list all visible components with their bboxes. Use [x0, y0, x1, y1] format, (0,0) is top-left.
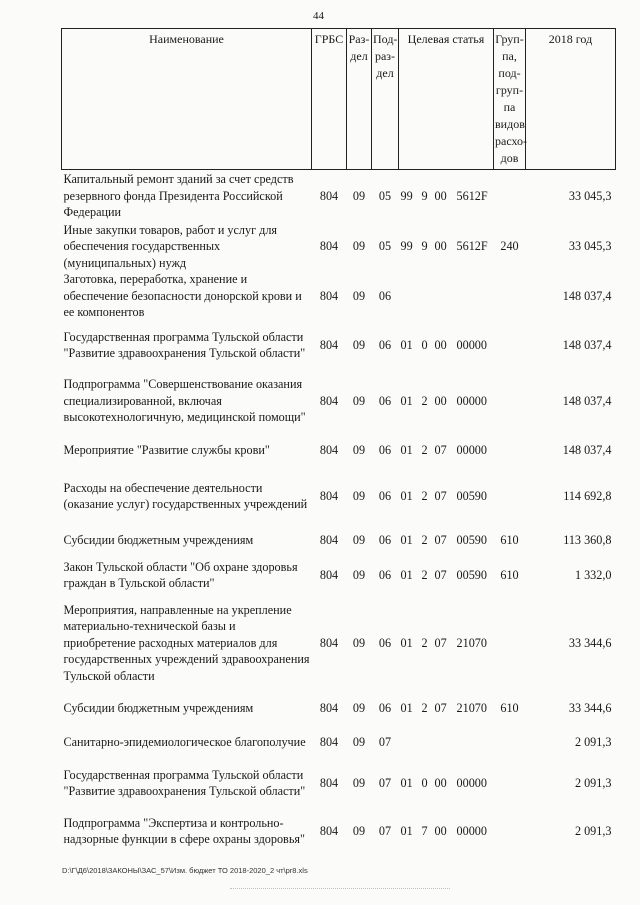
row-target-article [399, 555, 494, 595]
target-article-part: 00590 [456, 488, 487, 503]
row-amount-2018: 114 692,8 [563, 488, 612, 503]
target-article-code [399, 532, 494, 549]
target-article-code [399, 488, 494, 505]
target-article-part: 01 [400, 700, 413, 715]
target-article-part: 00 [434, 188, 447, 203]
row-name: Заготовка, переработка, хранение и обеспечение безопасности донорской крови и ее компонентов [63, 272, 302, 320]
header-razdel [347, 29, 372, 170]
row-grbs: 804 [319, 488, 339, 503]
row-target-article [399, 467, 494, 525]
page-number: 44 [313, 10, 324, 22]
row-name: Закон Тульской области "Об охране здоровья граждан в Тульской области" [63, 559, 298, 590]
target-article-part: 5612F [456, 239, 488, 253]
row-podrazdel: 05 [378, 188, 392, 203]
row-expense-type [494, 369, 526, 433]
target-article-part: 00 [434, 393, 447, 408]
target-article-part: 0 [421, 337, 428, 352]
row-name: Капитальный ремонт зданий за счет средств резервного фонда Президента Российской Федерации [63, 172, 294, 219]
target-article-part: 01 [400, 488, 413, 503]
table-row [62, 467, 616, 525]
target-article-part: 21070 [456, 635, 487, 650]
target-article-part: 00590 [456, 567, 487, 582]
row-grbs: 804 [319, 239, 339, 253]
row-expense-type [494, 725, 526, 759]
row-razdel: 09 [352, 488, 366, 503]
header-vr-line: Груп- [495, 32, 524, 46]
row-amount-2018: 1 332,0 [574, 567, 612, 582]
row-expense-type [494, 271, 526, 321]
target-article-code [399, 823, 494, 840]
row-amount-2018: 148 037,4 [562, 393, 612, 408]
header-podrazdel-line: раз- [374, 49, 396, 63]
table-row [62, 433, 616, 467]
row-podrazdel: 06 [378, 567, 392, 582]
row-expense-type [494, 807, 526, 855]
row-grbs: 804 [319, 188, 339, 203]
row-target-article [399, 271, 494, 321]
target-article-part: 00 [434, 337, 447, 352]
row-target-article [399, 222, 494, 272]
row-amount-2018: 33 045,3 [568, 188, 612, 203]
header-year: 2018 год [526, 29, 616, 170]
row-razdel: 09 [352, 532, 366, 547]
target-article-part: 01 [400, 823, 413, 838]
target-article-part: 7 [421, 823, 428, 838]
row-razdel: 09 [352, 700, 366, 715]
target-article-part: 07 [434, 700, 447, 715]
row-razdel: 09 [352, 239, 366, 253]
row-name: Субсидии бюджетным учреждениям [63, 700, 254, 715]
bleed-through-line [230, 888, 450, 892]
row-podrazdel: 06 [378, 488, 392, 503]
row-grbs: 804 [319, 635, 339, 650]
row-razdel: 09 [352, 775, 366, 790]
target-article-part: 07 [434, 567, 447, 582]
header-cs: Целевая статья [399, 29, 494, 170]
row-podrazdel: 06 [378, 393, 392, 408]
header-razdel-line: Раз- [348, 32, 370, 46]
row-podrazdel: 07 [378, 734, 392, 749]
row-name: Мероприятие "Развитие службы крови" [63, 442, 270, 457]
row-target-article [399, 691, 494, 725]
table-body [62, 170, 616, 856]
target-article-code [399, 442, 494, 459]
row-podrazdel: 06 [378, 635, 392, 650]
row-grbs: 804 [319, 734, 339, 749]
target-article-part: 2 [421, 567, 428, 582]
header-vr-line: дов [500, 151, 519, 165]
target-article-code [399, 337, 494, 354]
row-target-article [399, 725, 494, 759]
row-expense-type [494, 170, 526, 222]
table-row [62, 170, 616, 222]
row-amount-2018: 113 360,8 [563, 532, 612, 547]
target-article-part: 99 [400, 188, 413, 203]
row-expense-type: 610 [500, 700, 519, 715]
row-amount-2018: 33 344,6 [568, 700, 612, 715]
target-article-code [399, 393, 494, 410]
row-razdel: 09 [352, 567, 366, 582]
table-row [62, 691, 616, 725]
row-amount-2018: 2 091,3 [574, 734, 612, 749]
table-row [62, 595, 616, 691]
header-vr-line: па [503, 100, 516, 114]
row-grbs: 804 [319, 700, 339, 715]
row-grbs: 804 [319, 823, 339, 838]
table-row [62, 321, 616, 369]
row-podrazdel: 06 [378, 700, 392, 715]
target-article-part: 01 [400, 532, 413, 547]
table-row [62, 807, 616, 855]
row-expense-type [494, 595, 526, 691]
target-article-part: 5612F [456, 188, 488, 203]
row-expense-type: 610 [500, 567, 519, 582]
row-razdel: 09 [352, 288, 366, 303]
row-name: Государственная программа Тульской области "Развитие здравоохранения Тульской области" [63, 767, 306, 798]
row-podrazdel: 07 [378, 775, 392, 790]
table-row [62, 725, 616, 759]
target-article-part: 9 [421, 188, 428, 203]
row-amount-2018: 2 091,3 [574, 775, 612, 790]
target-article-part: 00 [434, 823, 447, 838]
row-grbs: 804 [319, 775, 339, 790]
target-article-part: 01 [400, 567, 413, 582]
row-podrazdel: 05 [378, 239, 392, 253]
row-podrazdel: 06 [378, 288, 392, 303]
header-vr-line: расхо- [495, 134, 528, 148]
row-target-article [399, 759, 494, 807]
table-row [62, 222, 616, 272]
header-vr-line: па, [502, 49, 517, 63]
target-article-code [399, 635, 494, 652]
target-article-code [399, 775, 494, 792]
row-podrazdel: 07 [378, 823, 392, 838]
row-razdel: 09 [352, 635, 366, 650]
target-article-part: 01 [400, 442, 413, 457]
row-razdel: 09 [352, 188, 366, 203]
target-article-code [399, 567, 494, 584]
row-target-article [399, 525, 494, 555]
target-article-part: 2 [421, 393, 428, 408]
row-podrazdel: 06 [378, 532, 392, 547]
header-podrazdel [372, 29, 399, 170]
row-razdel: 09 [352, 442, 366, 457]
target-article-part: 01 [400, 393, 413, 408]
target-article-code [399, 238, 494, 255]
row-name: Санитарно-эпидемиологическое благополучие [63, 734, 306, 749]
target-article-part: 99 [400, 239, 413, 253]
target-article-part: 07 [434, 635, 447, 650]
row-amount-2018: 33 344,6 [568, 635, 612, 650]
row-name: Мероприятия, направленные на укрепление материально-технической базы и приобретение расходных материалов для государственных учреждений здравоохранения Тульской области [63, 602, 310, 683]
row-name: Подпрограмма "Совершенствование оказания специализированной, включая высокотехнологичную, медицинской помощи" [63, 377, 306, 425]
target-article-part: 00 [434, 775, 447, 790]
row-amount-2018: 148 037,4 [562, 337, 612, 352]
row-expense-type [494, 433, 526, 467]
row-grbs: 804 [319, 337, 339, 352]
row-razdel: 09 [352, 337, 366, 352]
row-name: Расходы на обеспечение деятельности (оказание услуг) государственных учреждений [63, 480, 308, 511]
target-article-code [399, 188, 494, 205]
budget-table [61, 28, 616, 855]
row-target-article [399, 807, 494, 855]
target-article-part: 2 [421, 700, 428, 715]
target-article-part: 2 [421, 635, 428, 650]
row-razdel: 09 [352, 393, 366, 408]
row-grbs: 804 [319, 442, 339, 457]
target-article-part: 01 [400, 337, 413, 352]
target-article-part: 2 [421, 488, 428, 503]
table-row [62, 369, 616, 433]
row-name: Подпрограмма "Экспертиза и контрольно-надзорные функции в сфере охраны здоровья" [63, 815, 305, 846]
row-target-article [399, 170, 494, 222]
target-article-part: 01 [400, 775, 413, 790]
header-razdel-line: дел [350, 49, 368, 63]
header-row [62, 29, 616, 170]
target-article-part: 07 [434, 532, 447, 547]
row-podrazdel: 06 [378, 337, 392, 352]
row-grbs: 804 [319, 532, 339, 547]
row-amount-2018: 148 037,4 [562, 442, 612, 457]
row-amount-2018: 148 037,4 [562, 288, 612, 303]
target-article-part: 00000 [456, 442, 487, 457]
header-podrazdel-line: дел [376, 66, 394, 80]
header-name: Наименование [62, 29, 312, 170]
row-podrazdel: 06 [378, 442, 392, 457]
row-grbs: 804 [319, 288, 339, 303]
target-article-code [399, 700, 494, 717]
target-article-part: 21070 [456, 700, 487, 715]
header-grbs: ГРБС [312, 29, 347, 170]
table-row [62, 525, 616, 555]
target-article-part: 2 [421, 442, 428, 457]
target-article-part: 00590 [456, 532, 487, 547]
target-article-part: 9 [421, 239, 428, 253]
target-article-part: 00 [434, 239, 447, 253]
row-razdel: 09 [352, 734, 366, 749]
target-article-part: 0 [421, 775, 428, 790]
row-grbs: 804 [319, 567, 339, 582]
row-target-article [399, 369, 494, 433]
header-vr-line: груп- [495, 83, 524, 97]
row-expense-type: 240 [500, 239, 519, 253]
row-amount-2018: 2 091,3 [574, 823, 612, 838]
footer-file-path: D:\Г\Д6\2018\ЗАКОНЫ\ЗАС_57\Изм. бюджет ТО 2018-2020_2 чт\pr8.xls [62, 866, 308, 875]
target-article-part: 07 [434, 442, 447, 457]
header-podrazdel-line: Под- [373, 32, 398, 46]
header-vr-line: под- [498, 66, 521, 80]
target-article-part: 2 [421, 532, 428, 547]
row-name: Государственная программа Тульской области "Развитие здравоохранения Тульской области" [63, 329, 306, 360]
row-amount-2018: 33 045,3 [568, 239, 612, 253]
table-row [62, 555, 616, 595]
header-vr [494, 29, 526, 170]
row-expense-type: 610 [500, 532, 519, 547]
row-target-article [399, 433, 494, 467]
target-article-part: 07 [434, 488, 447, 503]
row-name: Иные закупки товаров, работ и услуг для обеспечения государственных (муниципальных) нужд [63, 222, 278, 270]
row-expense-type [494, 759, 526, 807]
row-expense-type [494, 321, 526, 369]
target-article-part: 01 [400, 635, 413, 650]
row-razdel: 09 [352, 823, 366, 838]
table-row [62, 759, 616, 807]
header-vr-line: видов [495, 117, 525, 131]
target-article-part: 00000 [456, 775, 487, 790]
target-article-part: 00000 [456, 337, 487, 352]
row-grbs: 804 [319, 393, 339, 408]
row-target-article [399, 321, 494, 369]
row-expense-type [494, 467, 526, 525]
table-row [62, 271, 616, 321]
target-article-part: 00000 [456, 393, 487, 408]
row-name: Субсидии бюджетным учреждениям [63, 532, 254, 547]
row-target-article [399, 595, 494, 691]
target-article-part: 00000 [456, 823, 487, 838]
